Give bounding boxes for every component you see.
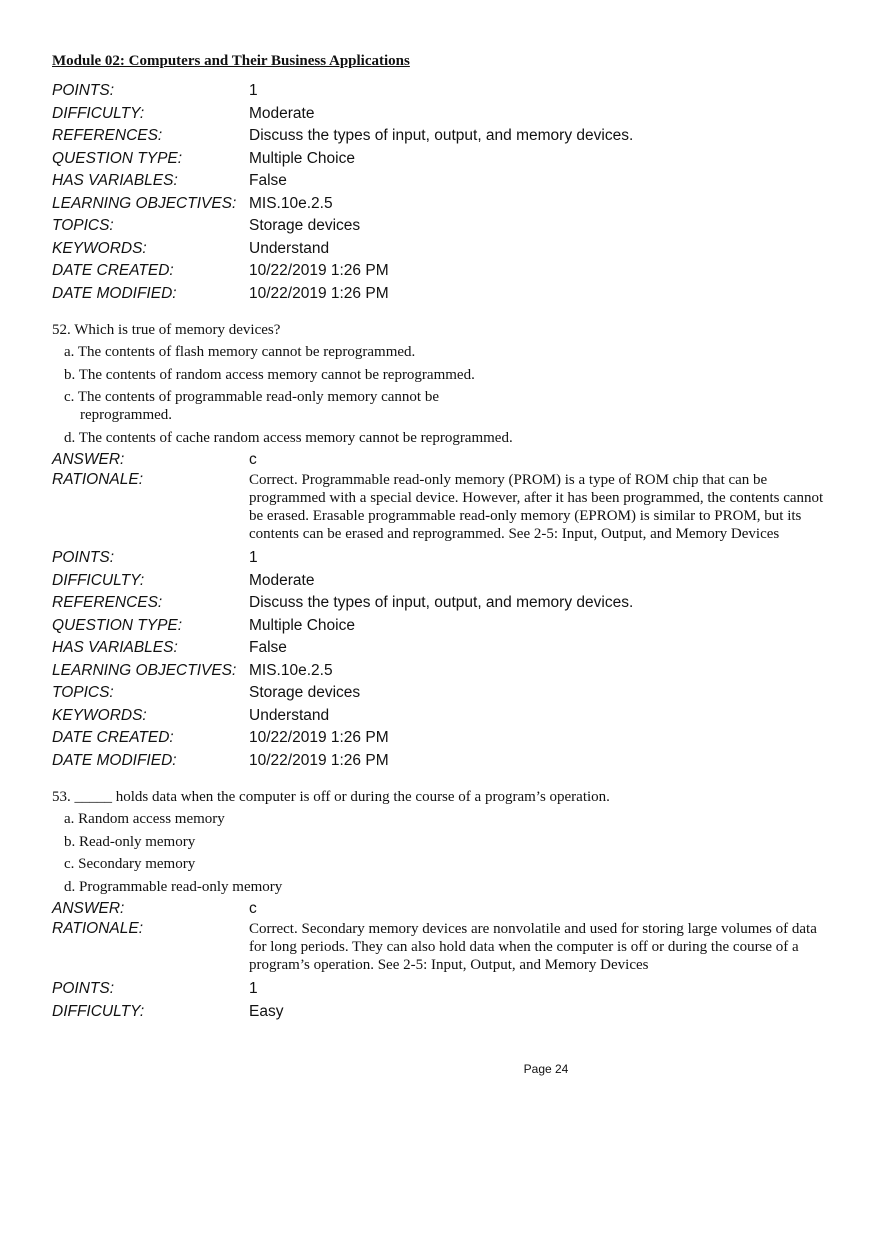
meta-row-question-type bbox=[52, 615, 832, 638]
answer-label: ANSWER: bbox=[52, 900, 125, 917]
meta-value: Storage devices bbox=[249, 684, 361, 701]
rationale-text: Correct. Secondary memory devices are nonvolatile and used for storing large volumes of data for long periods. They can also hold data when the computer is off or during the course of a program’s operation. See 2-5: Input, Output, and Memory Devices bbox=[249, 921, 817, 973]
meta-label: DATE CREATED: bbox=[52, 262, 174, 279]
meta-label: LEARNING OBJECTIVES: bbox=[52, 661, 237, 679]
meta-row-date-modified bbox=[52, 283, 832, 306]
rationale-row bbox=[52, 920, 832, 978]
rationale-row bbox=[52, 471, 832, 547]
meta-label: TOPICS: bbox=[52, 684, 114, 701]
answer-row bbox=[52, 449, 832, 471]
meta-row-keywords bbox=[52, 705, 832, 728]
answer-value: c bbox=[249, 900, 257, 917]
meta-value: False bbox=[249, 639, 287, 656]
meta-value: MIS.10e.2.5 bbox=[249, 661, 333, 679]
meta-value: False bbox=[249, 172, 287, 189]
meta-label: POINTS: bbox=[52, 82, 115, 99]
meta-value: Understand bbox=[249, 239, 330, 257]
rationale-label: RATIONALE: bbox=[52, 920, 144, 937]
meta-row-difficulty bbox=[52, 1001, 832, 1024]
meta-value: Multiple Choice bbox=[249, 616, 355, 634]
metadata-block-2 bbox=[52, 547, 832, 772]
meta-value: 1 bbox=[249, 549, 258, 566]
meta-label: DIFFICULTY: bbox=[52, 1002, 145, 1020]
meta-row-topics bbox=[52, 682, 832, 705]
meta-row-question-type bbox=[52, 148, 832, 171]
meta-row-difficulty bbox=[52, 570, 832, 593]
meta-label: POINTS: bbox=[52, 549, 115, 566]
meta-value: 10/22/2019 1:26 PM bbox=[249, 262, 389, 279]
meta-value: MIS.10e.2.5 bbox=[249, 194, 333, 212]
meta-value: 10/22/2019 1:26 PM bbox=[249, 284, 389, 302]
metadata-block-1 bbox=[52, 80, 832, 305]
meta-row-keywords bbox=[52, 238, 832, 261]
meta-row-learning-objectives bbox=[52, 193, 832, 216]
meta-label: DIFFICULTY: bbox=[52, 104, 145, 122]
question-stem: 52. Which is true of memory devices? bbox=[52, 322, 281, 338]
meta-value: 1 bbox=[249, 980, 258, 997]
page-footer bbox=[0, 1062, 880, 1076]
meta-value: Storage devices bbox=[249, 217, 361, 234]
meta-row-difficulty bbox=[52, 103, 832, 126]
meta-label: KEYWORDS: bbox=[52, 239, 147, 257]
meta-value: Discuss the types of input, output, and memory devices. bbox=[249, 127, 634, 144]
meta-label: POINTS: bbox=[52, 980, 115, 997]
meta-value: Moderate bbox=[249, 571, 315, 589]
meta-label: HAS VARIABLES: bbox=[52, 639, 178, 656]
meta-row-date-created bbox=[52, 260, 832, 283]
meta-value: Multiple Choice bbox=[249, 149, 355, 167]
meta-value: Understand bbox=[249, 706, 330, 724]
meta-label: DATE MODIFIED: bbox=[52, 751, 177, 769]
meta-label: DATE CREATED: bbox=[52, 729, 174, 746]
answer-label: ANSWER: bbox=[52, 451, 125, 468]
rationale-label: RATIONALE: bbox=[52, 471, 144, 488]
meta-label: LEARNING OBJECTIVES: bbox=[52, 194, 237, 212]
meta-label: TOPICS: bbox=[52, 217, 114, 234]
meta-label: DIFFICULTY: bbox=[52, 571, 145, 589]
meta-row-has-variables bbox=[52, 637, 832, 660]
meta-value: 10/22/2019 1:26 PM bbox=[249, 729, 389, 746]
meta-row-has-variables bbox=[52, 170, 832, 193]
answer-option-a: a. The contents of flash memory cannot be reprogrammed. bbox=[64, 344, 416, 360]
question-stem: 53. _____ holds data when the computer is off or during the course of a program’s operation. bbox=[52, 789, 610, 805]
answer-option-c: c. Secondary memory bbox=[64, 856, 196, 872]
meta-value: Easy bbox=[249, 1002, 284, 1020]
page-number: Page 24 bbox=[523, 1062, 569, 1076]
document-page bbox=[52, 50, 832, 1023]
answer-option-c: c. The contents of programmable read-only memory cannot be reprogrammed. bbox=[64, 389, 440, 423]
meta-label: REFERENCES: bbox=[52, 594, 163, 611]
answer-option-b: b. Read-only memory bbox=[64, 833, 196, 850]
meta-row-points bbox=[52, 978, 832, 1001]
meta-value: Moderate bbox=[249, 104, 315, 122]
meta-label: HAS VARIABLES: bbox=[52, 172, 178, 189]
answer-option-d: d. Programmable read-only memory bbox=[64, 878, 283, 895]
meta-row-references bbox=[52, 125, 832, 148]
meta-value: 1 bbox=[249, 82, 258, 99]
meta-label: REFERENCES: bbox=[52, 127, 163, 144]
answer-row bbox=[52, 898, 832, 920]
answer-option-d: d. The contents of cache random access memory cannot be reprogrammed. bbox=[64, 429, 513, 446]
meta-row-points bbox=[52, 80, 832, 103]
meta-value: Discuss the types of input, output, and memory devices. bbox=[249, 594, 634, 611]
meta-label: KEYWORDS: bbox=[52, 706, 147, 724]
meta-row-points bbox=[52, 547, 832, 570]
answer-value: c bbox=[249, 451, 257, 468]
meta-row-learning-objectives bbox=[52, 660, 832, 683]
rationale-text: Correct. Programmable read-only memory (PROM) is a type of ROM chip that can be programmed with a special device. However, after it has been programmed, the contents cannot be erased. Erasable programmable read-only memory (EPROM) is similar to PROM, but its contents can be erased and reprogrammed. See 2-5: Input, Output, and Memory Devices bbox=[249, 472, 824, 542]
meta-row-date-modified bbox=[52, 750, 832, 773]
meta-row-references bbox=[52, 592, 832, 615]
meta-row-topics bbox=[52, 215, 832, 238]
module-title: Module 02: Computers and Their Business Applications bbox=[52, 53, 410, 69]
meta-value: 10/22/2019 1:26 PM bbox=[249, 751, 389, 769]
answer-option-a: a. Random access memory bbox=[64, 811, 225, 827]
meta-label: QUESTION TYPE: bbox=[52, 616, 183, 634]
question-52 bbox=[52, 319, 832, 449]
meta-row-date-created bbox=[52, 727, 832, 750]
answer-option-b: b. The contents of random access memory cannot be reprogrammed. bbox=[64, 366, 475, 383]
meta-label: DATE MODIFIED: bbox=[52, 284, 177, 302]
meta-label: QUESTION TYPE: bbox=[52, 149, 183, 167]
question-53 bbox=[52, 786, 832, 898]
